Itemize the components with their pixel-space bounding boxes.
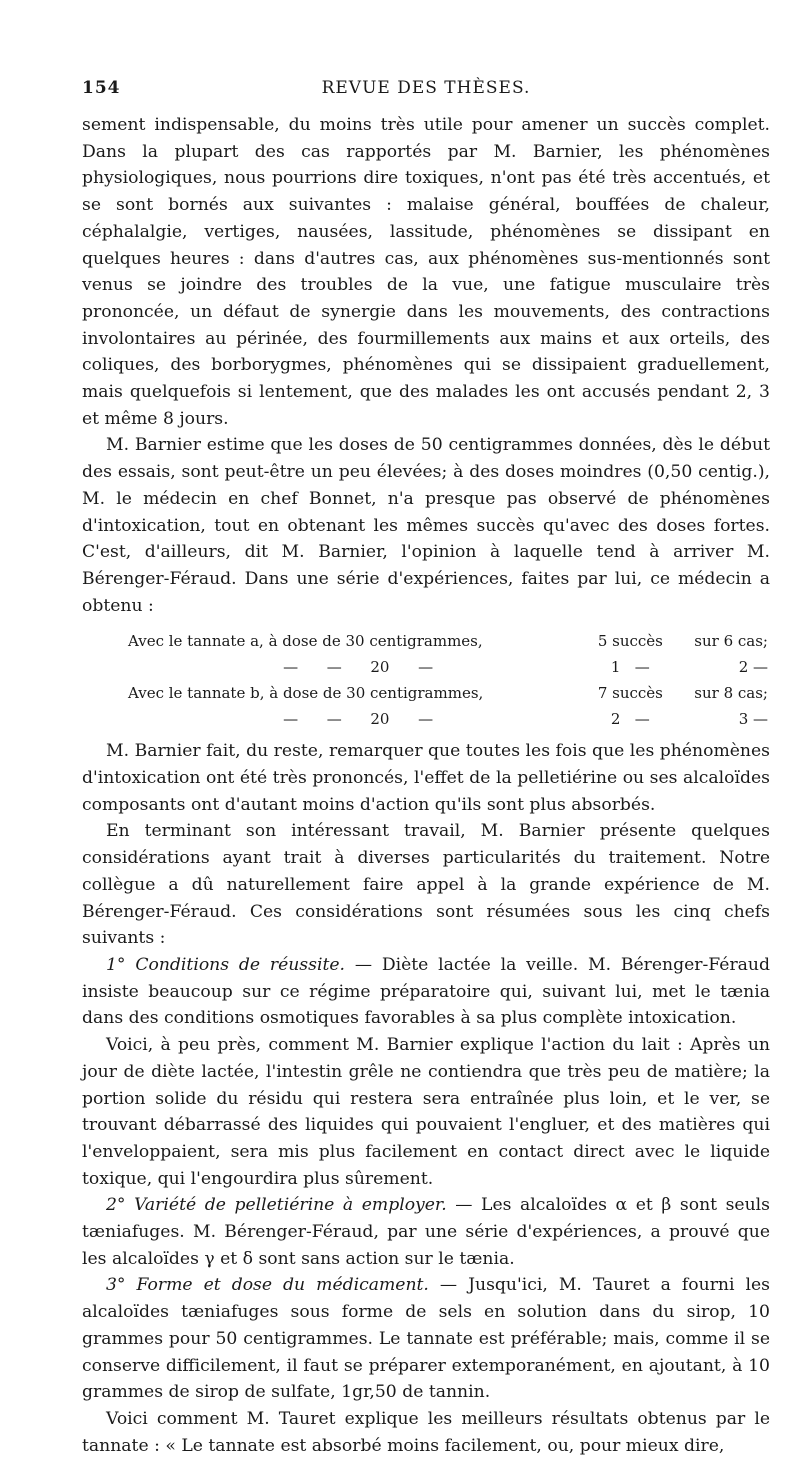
paragraph-2: M. Barnier estime que les doses de 50 centigrammes données, dès le début des essais, sont peut-être un peu élevées; à des doses moindres (0,50 centig.), M. le médecin en chef Bonnet, n'a presque pas observé de phénomènes d'intoxication, tout en obtenant les mêmes succès qu'avec des doses fortes. C'est, d'ailleurs, dit M. Barnier, l'opinion à laquelle tend à arriver M. Bérenger-Féraud. Dans une série d'expériences, faites par lui, ce médecin a obtenu : (82, 435, 770, 616)
page-header (82, 78, 770, 104)
paragraph-8 (82, 1272, 770, 1406)
paragraph-8-text: — Jusqu'ici, M. Tauret a fourni les alcaloïdes tæniafuges sous forme de sels en solution dans du sirop, 10 grammes pour 50 centigrammes. Le tannate est préférable; mais, comme il se conserve difficilement, il faut se préparer extemporanément, en ajoutant, à 10 grammes de sirop de sulfate, 1gr,50 de tannin. (82, 1275, 770, 1403)
table-row (128, 680, 768, 706)
table-cell: sur 6 cas; (694, 632, 768, 651)
page-body (82, 112, 770, 1459)
table-cell: 7 succès (597, 684, 663, 703)
table-cell: 3 — (738, 710, 768, 729)
table-cell: 1 — (610, 658, 650, 677)
paragraph-3: M. Barnier fait, du reste, remarquer que toutes les fois que les phénomènes d'intoxication ont été très prononcés, l'effet de la pelletiérine ou ses alcaloïdes composants ont d'autant moins d'action qu'ils sont plus absorbés. (82, 741, 770, 815)
page-number: 154 (82, 78, 121, 98)
paragraph-5 (82, 952, 770, 1032)
paragraph-7 (82, 1192, 770, 1272)
table-cell: 5 succès (597, 632, 663, 651)
table-cell: sur 8 cas; (694, 684, 768, 703)
paragraph-6: Voici, à peu près, comment M. Barnier explique l'action du lait : Après un jour de diète lactée, l'intestin grêle ne contiendra que très peu de matière; la portion solide du résidu qui restera sera entraînée plus loin, et le ver, se trouvant débarrassé des liquides qui pouvaient l'engluer, et des matières qui l'enveloppaient, sera mis plus facilement en contact direct avec le liquide toxique, qui l'engourdira plus sûrement. (82, 1035, 770, 1189)
running-title: REVUE DES THÈSES. (321, 78, 531, 98)
table-cell: Avec le tannate a, à dose de 30 centigrammes, (128, 632, 483, 651)
results-table (128, 628, 768, 732)
paragraph-9: Voici comment M. Tauret explique les meilleurs résultats obtenus par le tannate : « Le tannate est absorbé moins facilement, ou, pour mieux dire, (82, 1408, 770, 1456)
section-heading-variete: 2° Variété de pelletiérine à employer. (106, 1195, 447, 1216)
paragraph-1: sement indispensable, du moins très utile pour amener un succès complet. Dans la plupart des cas rapportés par M. Barnier, les phénomènes physiologiques, nous pourrions dire toxiques, n'ont pas été très accentués, et se sont bornés aux suivantes : malaise général, bouffées de chaleur, céphalalgie, vertiges, nausées, lassitude, phénomènes se dissipant en quelques heures : dans d'autres cas, aux phénomènes sus-mentionnés sont venus se joindre des troubles de la vue, une fatigue musculaire très prononcée, un défaut de synergie dans les mouvements, des contractions involontaires au périnée, des fourmillements aux mains et aux orteils, des coliques, des borborygmes, phénomènes qui se dissipaient graduellement, mais quelquefois si lentement, que des malades les ont accusés pendant 2, 3 et même 8 jours. (82, 115, 770, 429)
paragraph-4: En terminant son intéressant travail, M. Barnier présente quelques considérations ayant trait à diverses particularités du traitement. Notre collègue a dû naturellement faire appel à la grande expérience de M. Bérenger-Féraud. Ces considérations sont résumées sous les cinq chefs suivants : (82, 821, 770, 949)
section-heading-forme: 3° Forme et dose du médicament. (106, 1275, 429, 1296)
section-heading-conditions: 1° Conditions de réussite. (106, 954, 345, 975)
paragraph-5-text: — Diète lactée la veille. M. Bérenger-Féraud insiste beaucoup sur ce régime préparatoire qui, suivant lui, met le tænia dans des conditions osmotiques favorables à sa plus complète intoxication. (82, 954, 770, 1029)
table-cell: Avec le tannate b, à dose de 30 centigrammes, (128, 684, 484, 703)
table-cell: — — 20 — (283, 658, 434, 677)
table-row (128, 654, 768, 680)
table-row (128, 628, 768, 654)
table-cell: — — 20 — (283, 710, 434, 729)
table-cell: 2 — (738, 658, 768, 677)
paragraph-7-text: — Les alcaloïdes α et β sont seuls tæniafuges. M. Bérenger-Féraud, par une série d'expériences, a prouvé que les alcaloïdes γ et δ sont sans action sur le tænia. (82, 1195, 770, 1269)
table-row (128, 706, 768, 732)
table-cell: 2 — (610, 710, 650, 729)
